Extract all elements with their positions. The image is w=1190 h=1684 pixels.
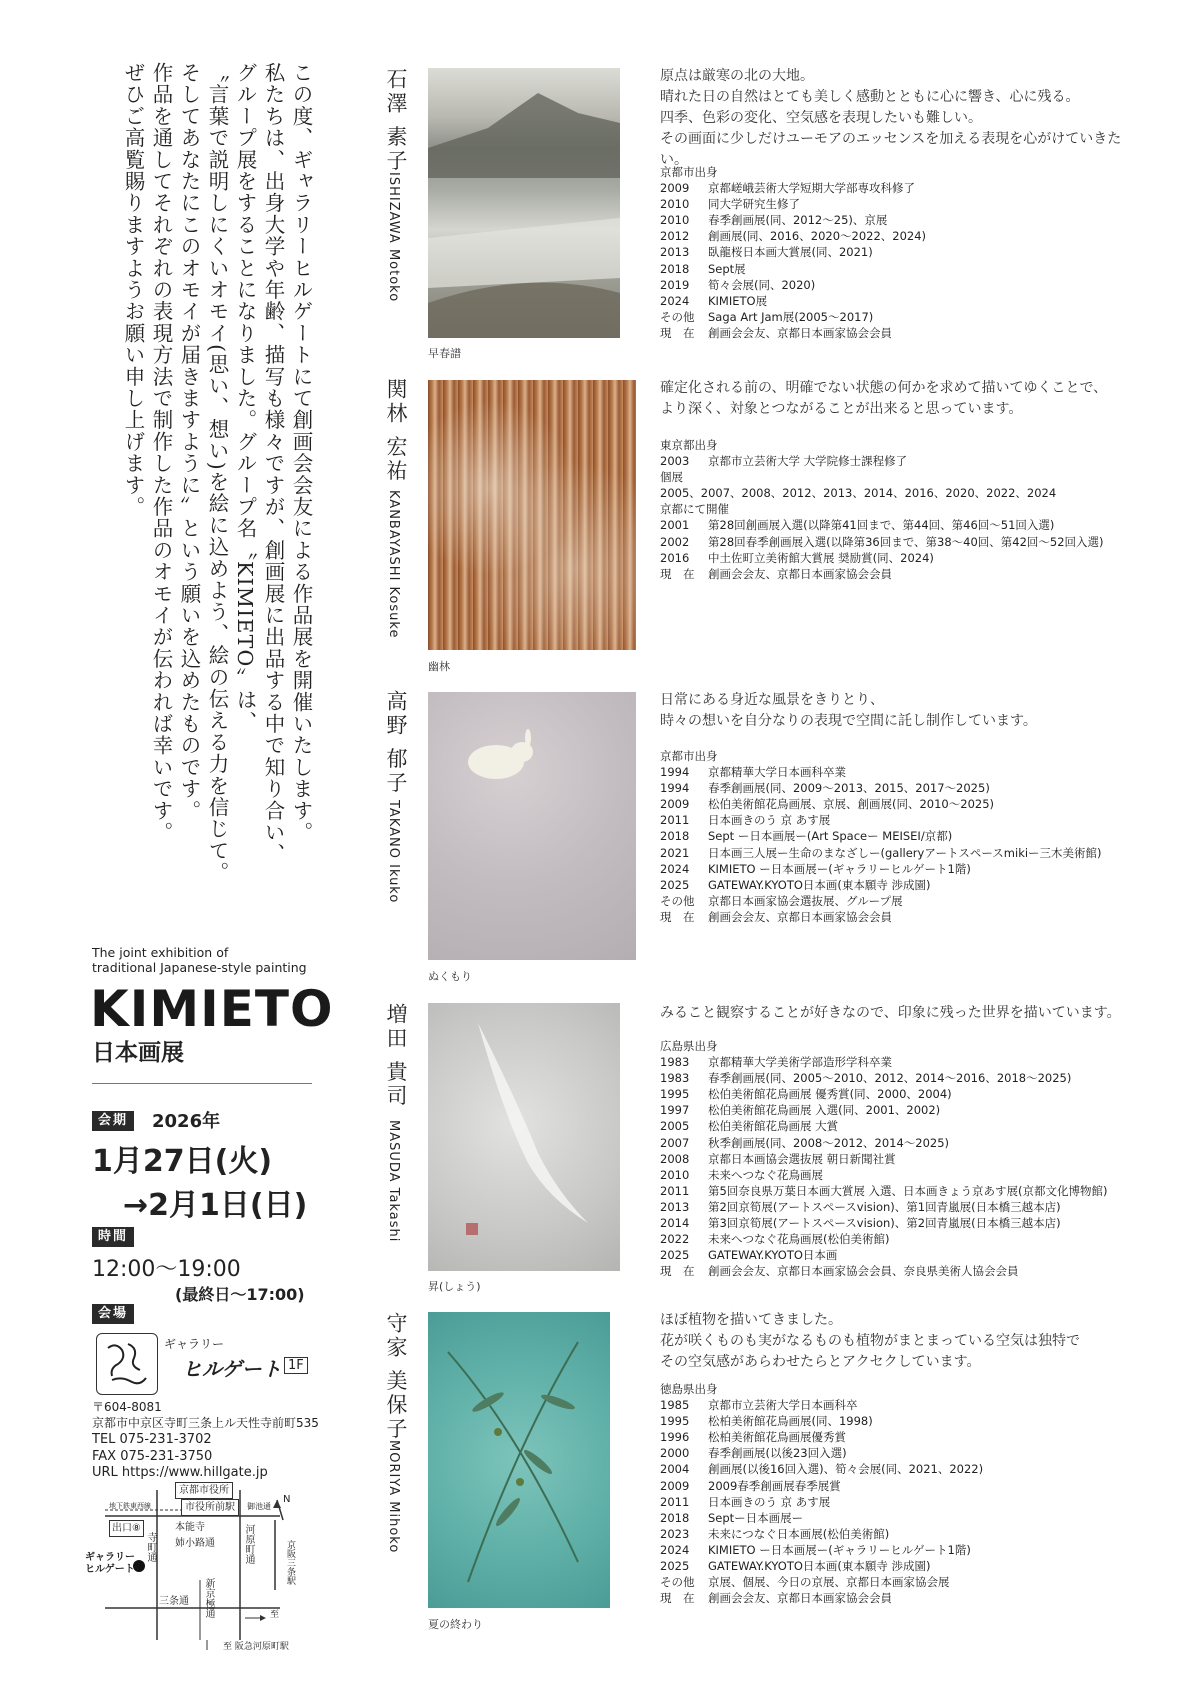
painting-natsu-no-owari xyxy=(428,1312,610,1608)
description-line: その空気感があらわせたらとアクセクしています。 xyxy=(660,1354,981,1370)
bio-text: 春季創画展(以後23回入選) xyxy=(708,1446,847,1461)
bio-row xyxy=(660,180,1130,196)
bio-year: 2023 xyxy=(660,1526,690,1541)
bio-text: 筍々会展(同、2020) xyxy=(708,277,816,292)
bio-row xyxy=(660,437,1140,453)
bio-row xyxy=(660,1478,1140,1494)
kimieto-logo: KIMIETO xyxy=(90,980,334,1038)
painting-rabbit xyxy=(428,692,636,960)
artist-name: 高野 郁子 xyxy=(384,690,408,796)
bio-text: 第5回奈良県万葉日本画大賞展 入選、日本画きょう京あす展(京都文化博物館) xyxy=(708,1183,1108,1198)
artist-name: 石澤 素子 xyxy=(384,68,408,174)
description-line: 確定化される前の、明確でない状態の何かを求めて描いてゆくことで、 xyxy=(660,380,1108,396)
bio-row xyxy=(660,1102,1150,1118)
bio-row xyxy=(660,566,1140,582)
date-start: 1月27日(火) xyxy=(92,1144,273,1179)
bio-text: 創画会会友、京都日本画家協会会員、奈良県美術人協会会員 xyxy=(708,1264,1019,1279)
intro-paragraph: この度、ギャラリーヒルゲートにて創画会会友による作品展を開催いたします。 xyxy=(289,62,313,844)
bio-text: Septー日本画展ー xyxy=(708,1510,804,1525)
bio-year: 2010 xyxy=(660,1167,690,1182)
bio-row xyxy=(660,1070,1150,1086)
painting-leaves xyxy=(428,1312,610,1608)
bio-row xyxy=(660,164,1130,180)
bio-text: 創画会会友、京都日本画家協会会員 xyxy=(708,909,892,924)
bio-row xyxy=(660,845,1140,861)
bio-text: 日本画三人展ー生命のまなざしー(galleryアートスペースmikiー三木美術館) xyxy=(708,845,1102,860)
bio-row xyxy=(660,1590,1140,1606)
bio-year: 2018 xyxy=(660,261,690,276)
bio-text: 京都精華大学美術学部造形学科卒業 xyxy=(708,1055,892,1070)
bio-row xyxy=(660,1461,1140,1477)
bio-row xyxy=(660,293,1130,309)
map-north: N xyxy=(283,1494,291,1505)
bio-year: 2019 xyxy=(660,277,690,292)
description-line: 時々の想いを自分なりの表現で空間に託し制作しています。 xyxy=(660,713,1037,729)
bio-row xyxy=(660,1413,1140,1429)
bio-year: 2024 xyxy=(660,293,690,308)
bio-text: 松柏美術館花鳥画展(同、1998) xyxy=(708,1414,873,1429)
intro-text xyxy=(90,62,315,892)
map-exit: 出口⑧ xyxy=(109,1520,144,1537)
bio-text: Sept展 xyxy=(708,261,746,276)
bio-row xyxy=(660,812,1140,828)
bio-year: 現 在 xyxy=(660,566,695,581)
bio-year: 2024 xyxy=(660,861,690,876)
artist-name: 守家 美保子 xyxy=(384,1312,408,1442)
map-honnoji: 本能寺 xyxy=(175,1522,205,1533)
artist-romaji: MORIYA Mihoko xyxy=(386,1440,401,1554)
bio-text: 松伯美術館花鳥画展、京展、創画展(同、2010〜2025) xyxy=(708,797,995,812)
artist-bio xyxy=(660,748,1140,925)
bio-row xyxy=(660,893,1140,909)
period-year: 2026年 xyxy=(152,1111,221,1132)
bio-text: Sept ー日本画展ー(Art Spaceー MEISEI/京都) xyxy=(708,829,953,844)
bio-row xyxy=(660,228,1130,244)
map-subway: 地下鉄東西線 xyxy=(109,1502,151,1510)
bio-row xyxy=(660,244,1130,260)
bio-year: 2022 xyxy=(660,1232,690,1247)
map-oike: 御池通 xyxy=(247,1502,271,1511)
bio-row xyxy=(660,1263,1150,1279)
artist-name: 関林 宏祐 xyxy=(384,378,408,484)
bio-row xyxy=(660,453,1140,469)
bio-row xyxy=(660,1167,1150,1183)
bio-row xyxy=(660,1542,1140,1558)
bio-year: 現 在 xyxy=(660,909,695,924)
subtitle-line-2: traditional Japanese-style painting xyxy=(92,960,307,975)
bio-year: 2011 xyxy=(660,1183,690,1198)
artist-description xyxy=(660,378,1130,420)
bio-text: 京展、個展、今日の京展、京都日本画家協会展 xyxy=(708,1575,950,1590)
bio-year: 1994 xyxy=(660,765,690,780)
bio-row xyxy=(660,1526,1140,1542)
bio-row xyxy=(660,1151,1150,1167)
painting-shou xyxy=(428,1003,620,1271)
bio-year: 2008 xyxy=(660,1151,690,1166)
bio-text: 未来へつなぐ花鳥画展 xyxy=(708,1167,823,1182)
bio-row xyxy=(660,1247,1150,1263)
bio-text: 創画会会友、京都日本画家協会会員 xyxy=(708,325,892,340)
bio-text: 京都市立芸術大学 大学院修士課程修了 xyxy=(708,454,908,469)
bio-row xyxy=(660,277,1130,293)
bio-text: GATEWAY.KYOTO日本画(東本願寺 渉成園) xyxy=(708,877,931,892)
map-sanjo: 三条通 xyxy=(159,1596,189,1607)
address: 京都市中京区寺町三条上ル天性寺前町535 xyxy=(92,1416,319,1430)
bio-year: 2016 xyxy=(660,550,690,565)
painting-yurin xyxy=(428,380,636,650)
bio-text: KIMIETO ー日本画展ー(ギャラリーヒルゲート1階) xyxy=(708,1542,971,1557)
time: 12:00〜19:00 xyxy=(92,1257,241,1282)
artist-romaji: MASUDA Takashi xyxy=(386,1120,401,1243)
bio-year: 2005 xyxy=(660,1119,690,1134)
bio-row xyxy=(660,550,1140,566)
map-keihan: 京阪三条駅 xyxy=(285,1540,295,1585)
description-line: その画面に少しだけユーモアのエッセンスを加える表現を心がけていきたい。 xyxy=(660,131,1122,168)
bio-year: 1997 xyxy=(660,1103,690,1118)
bio-year: 2009 xyxy=(660,797,690,812)
map-gallery-label xyxy=(85,1552,135,1576)
bio-row xyxy=(660,1494,1140,1510)
bio-year: 2001 xyxy=(660,518,690,533)
venue-label: 会場 xyxy=(92,1304,134,1324)
bio-text: 第28回春季創画展入選(以降第36回まで、第38〜40回、第42回〜52回入選) xyxy=(708,534,1104,549)
time-label: 時間 xyxy=(92,1227,134,1247)
bio-text: 春季創画展(同、2012〜25)、京展 xyxy=(708,213,888,228)
subtitle-en xyxy=(92,945,307,975)
bio-year: 2018 xyxy=(660,1510,690,1525)
bio-year: 2013 xyxy=(660,1199,690,1214)
painting-fish xyxy=(428,1003,620,1271)
artist-romaji: ISHIZAWA Motoko xyxy=(386,172,401,303)
painting-caption: 早春譜 xyxy=(428,347,461,360)
bio-row xyxy=(660,796,1140,812)
bio-text: 京都日本画協会選抜展 朝日新聞社賞 xyxy=(708,1151,896,1166)
bio-year: 1994 xyxy=(660,781,690,796)
bio-text: 日本画きのう 京 あす展 xyxy=(708,813,831,828)
bio-row xyxy=(660,212,1130,228)
bio-year: 2003 xyxy=(660,454,690,469)
gallery-logo-mark xyxy=(98,1334,156,1392)
bio-row xyxy=(660,748,1140,764)
bio-text: GATEWAY.KYOTO日本画(東本願寺 渉成園) xyxy=(708,1559,931,1574)
bio-year: 2021 xyxy=(660,845,690,860)
bio-row xyxy=(660,780,1140,796)
map-shinkyogoku: 新京極通 xyxy=(203,1578,214,1618)
bio-text: 未来へつなぐ花鳥画展(松伯美術館) xyxy=(708,1232,890,1247)
bio-row xyxy=(660,1510,1140,1526)
map-to: 至 xyxy=(270,1610,280,1620)
artist-description xyxy=(660,66,1130,171)
painting-mountain xyxy=(428,68,620,338)
tel: TEL 075-231-3702 xyxy=(92,1432,212,1447)
painting-caption: ぬくもり xyxy=(428,970,472,983)
bio-row xyxy=(660,861,1140,877)
bio-text: 徳島県出身 xyxy=(660,1382,718,1396)
bio-text: 松伯美術館花鳥画展 入選(同、2001、2002) xyxy=(708,1103,941,1118)
bio-year: 1983 xyxy=(660,1055,690,1070)
bio-year: 2010 xyxy=(660,197,690,212)
bio-row xyxy=(660,1397,1140,1413)
artist-description xyxy=(660,690,1130,732)
artist-bio xyxy=(660,437,1140,582)
bio-year: 2009 xyxy=(660,181,690,196)
map-city-hall-station: 市役所前駅 xyxy=(181,1499,239,1516)
venue-name: ヒルゲート xyxy=(182,1357,282,1381)
bio-text: 東京都出身 xyxy=(660,438,718,452)
map-kawaramachi: 河原町通 xyxy=(243,1524,254,1564)
bio-row xyxy=(660,877,1140,893)
bio-year: 2012 xyxy=(660,229,690,244)
bio-year: 1995 xyxy=(660,1414,690,1429)
bio-text: 春季創画展(同、2009〜2013、2015、2017〜2025) xyxy=(708,781,990,796)
bio-year: 1995 xyxy=(660,1087,690,1102)
description-line: 四季、色彩の変化、空気感を表現したいも難しい。 xyxy=(660,110,982,126)
painting-caption: 夏の終わり xyxy=(428,1618,483,1631)
subtitle-line-1: The joint exhibition of xyxy=(92,945,229,960)
bio-row xyxy=(660,1381,1140,1397)
description-line: 花が咲くものも実がなるものも植物がまとまっている空気は独特で xyxy=(660,1333,1080,1349)
bio-year: 1983 xyxy=(660,1071,690,1086)
bio-text: 京都精華大学日本画科卒業 xyxy=(708,765,846,780)
period-label: 会期 xyxy=(92,1111,134,1131)
artist-romaji: TAKANO Ikuko xyxy=(386,800,401,904)
artist-bio xyxy=(660,1381,1140,1606)
divider xyxy=(92,1083,312,1084)
bio-text: 松伯美術館花鳥画展 優秀賞(同、2000、2004) xyxy=(708,1087,952,1102)
bio-year: 1996 xyxy=(660,1430,690,1445)
intro-paragraph: そしてあなたにこのオモイが届きますように〟という願いを込めたものです。 xyxy=(177,62,201,822)
bio-row xyxy=(660,501,1140,517)
artist-description xyxy=(660,1003,1130,1024)
bio-text: 同大学研究生修了 xyxy=(708,197,800,212)
bio-text: 創画会会友、京都日本画家協会会員 xyxy=(708,566,892,581)
map-city-hall: 京都市役所 xyxy=(175,1482,233,1499)
bio-text: 2009春季創画展春季展賞 xyxy=(708,1478,841,1493)
bio-text: 創画展(同、2016、2020〜2022、2024) xyxy=(708,229,927,244)
bio-year: 現 在 xyxy=(660,1264,695,1279)
map-gallery-label-2: ヒルゲート xyxy=(85,1564,135,1575)
bio-year: 1985 xyxy=(660,1398,690,1413)
bio-row xyxy=(660,828,1140,844)
bio-row xyxy=(660,325,1130,341)
bio-text: 京都市立芸術大学日本画科卒 xyxy=(708,1398,858,1413)
bio-text: 臥龍桜日本画大賞展(同、2021) xyxy=(708,245,873,260)
bio-text: Saga Art Jam展(2005〜2017) xyxy=(708,309,874,324)
bio-year: 現 在 xyxy=(660,1591,695,1606)
bio-text: 2005、2007、2008、2012、2013、2014、2016、2020、2022、2024 xyxy=(660,486,1057,501)
bio-year: 2011 xyxy=(660,813,690,828)
description-line: 原点は厳寒の北の大地。 xyxy=(660,68,814,84)
bio-text: 京都市出身 xyxy=(660,749,718,763)
bio-row xyxy=(660,1445,1140,1461)
bio-year: 2007 xyxy=(660,1135,690,1150)
bio-row xyxy=(660,1183,1150,1199)
bio-row xyxy=(660,534,1140,550)
bio-row xyxy=(660,196,1130,212)
description-line: 日常にある身近な風景をきりとり、 xyxy=(660,692,884,708)
painting-nukumori xyxy=(428,692,636,960)
bio-row xyxy=(660,1429,1140,1445)
artist-bio xyxy=(660,1038,1150,1279)
bio-text: KIMIETO ー日本画展ー(ギャラリーヒルゲート1階) xyxy=(708,861,971,876)
bio-year: 2024 xyxy=(660,1542,690,1557)
bio-text: 第28回創画展入選(以降第41回まで、第44回、第46回〜51回入選) xyxy=(708,518,1055,533)
bio-row xyxy=(660,764,1140,780)
intro-paragraph: 〝言葉で説明しにくいオモイ(思い、想い)を絵に込めよう、絵の伝える力を信じて。 xyxy=(205,62,229,884)
date-end: →2月1日(日) xyxy=(123,1188,308,1223)
bio-text: 京都市出身 xyxy=(660,165,718,179)
bio-row xyxy=(660,485,1140,501)
bio-row xyxy=(660,261,1130,277)
description-line: みること観察することが好きなので、印象に残った世界を描いています。 xyxy=(660,1005,1121,1021)
bio-row xyxy=(660,1118,1150,1134)
bio-text: 日本画きのう 京 あす展 xyxy=(708,1494,831,1509)
bio-text: 第2回京筍展(アートスペースvision)、第1回青嵐展(日本橋三越本店) xyxy=(708,1199,1061,1214)
bio-text: 個展 xyxy=(660,470,683,485)
bio-year: その他 xyxy=(660,309,695,324)
bio-text: 広島県出身 xyxy=(660,1039,718,1053)
map-hankyu: 至 阪急河原町駅 xyxy=(223,1642,289,1652)
painting-caption: 昇(しょう) xyxy=(428,1280,481,1293)
bio-text: GATEWAY.KYOTO日本画 xyxy=(708,1248,838,1263)
artist-description xyxy=(660,1310,1130,1373)
artist-bio xyxy=(660,164,1130,341)
fax: FAX 075-231-3750 xyxy=(92,1449,213,1464)
bio-text: 創画会会友、京都日本画家協会会員 xyxy=(708,1591,892,1606)
artist-romaji: KANBAYASHI Kosuke xyxy=(386,490,401,639)
bio-row xyxy=(660,1038,1150,1054)
gallery-logo xyxy=(96,1333,158,1395)
bio-row xyxy=(660,469,1140,485)
bio-year: 2011 xyxy=(660,1494,690,1509)
access-map xyxy=(85,1480,330,1655)
bio-year: 2009 xyxy=(660,1478,690,1493)
bio-year: 2004 xyxy=(660,1462,690,1477)
bio-text: 中土佐町立美術館大賞展 奨励賞(同、2024) xyxy=(708,550,934,565)
bio-row xyxy=(660,1215,1150,1231)
bio-text: 京都日本画家協会選抜展、グループ展 xyxy=(708,893,903,908)
bio-year: その他 xyxy=(660,893,695,908)
venue-floor: 1F xyxy=(284,1357,308,1374)
painting-sousyunfu xyxy=(428,68,620,338)
painting-caption: 幽林 xyxy=(428,660,450,673)
bio-row xyxy=(660,1054,1150,1070)
bio-year: 2014 xyxy=(660,1216,690,1231)
bio-text: 創画展(以後16回入選)、筍々会展(同、2021、2022) xyxy=(708,1462,984,1477)
description-line: ほぼ植物を描いてきました。 xyxy=(660,1312,842,1328)
intro-paragraph: ぜひご高覧賜りますようお願い申し上げます。 xyxy=(121,62,145,518)
postal-code: 〒604-8081 xyxy=(92,1400,162,1414)
bio-row xyxy=(660,309,1130,325)
bio-text: 秋季創画展(同、2008〜2012、2014〜2025) xyxy=(708,1135,950,1150)
bio-year: 2025 xyxy=(660,877,690,892)
bio-row xyxy=(660,1558,1140,1574)
bio-row xyxy=(660,1199,1150,1215)
bio-year: 現 在 xyxy=(660,325,695,340)
bio-year: 2018 xyxy=(660,829,690,844)
bio-row xyxy=(660,517,1140,533)
bio-year: 2000 xyxy=(660,1446,690,1461)
bio-year: 2002 xyxy=(660,534,690,549)
bio-text: 第3回京筍展(アートスペースvision)、第2回青嵐展(日本橋三越本店) xyxy=(708,1216,1061,1231)
bio-text: 松伯美術館花鳥画展 大賞 xyxy=(708,1119,839,1134)
bio-text: KIMIETO展 xyxy=(708,293,768,308)
bio-text: 未来につなぐ日本画展(松伯美術館) xyxy=(708,1526,890,1541)
bio-row xyxy=(660,909,1140,925)
bio-row xyxy=(660,1135,1150,1151)
bio-year: 2025 xyxy=(660,1559,690,1574)
time-note: (最終日〜17:00) xyxy=(175,1285,305,1304)
intro-paragraph: 作品を通してそれぞれの表現方法で制作した作品のオモイが伝われば幸いです。 xyxy=(149,62,173,844)
map-anekoji: 姉小路通 xyxy=(175,1538,215,1549)
bio-year: 2025 xyxy=(660,1248,690,1263)
bio-row xyxy=(660,1574,1140,1590)
description-line: より深く、対象とつながることが出来ると思っています。 xyxy=(660,401,1023,417)
bio-row xyxy=(660,1086,1150,1102)
bio-text: 京都嵯峨芸術大学短期大学部専攻科修了 xyxy=(708,181,915,196)
painting-texture xyxy=(428,380,636,650)
intro-paragraph: 私たちは、出身大学や年齢、描写も様々ですが、創画展に出品する中で知り合い、 xyxy=(261,62,285,865)
map-teramachi: 寺町通 xyxy=(145,1532,156,1562)
bio-text: 京都にて開催 xyxy=(660,502,729,517)
artist-name: 増田 貴司 xyxy=(384,1003,408,1109)
map-gallery-label-1: ギャラリー xyxy=(85,1552,135,1563)
bio-year: その他 xyxy=(660,1575,695,1590)
bio-year: 2013 xyxy=(660,245,690,260)
bio-text: 春季創画展(同、2005〜2010、2012、2014〜2016、2018〜2025) xyxy=(708,1071,1072,1086)
logo-subtitle: 日本画展 xyxy=(92,1040,184,1066)
intro-paragraph: グループ展をすることになりました。グループ名〝KIMIETO〟は、 xyxy=(233,62,257,733)
bio-year: 2010 xyxy=(660,213,690,228)
description-line: 晴れた日の自然はとても美しく感動とともに心に響き、心に残る。 xyxy=(660,89,1080,105)
bio-text: 松柏美術館花鳥画展優秀賞 xyxy=(708,1430,846,1445)
url-link[interactable]: URL https://www.hillgate.jp xyxy=(92,1465,268,1480)
venue-kana: ギャラリー xyxy=(164,1337,225,1351)
bio-row xyxy=(660,1231,1150,1247)
